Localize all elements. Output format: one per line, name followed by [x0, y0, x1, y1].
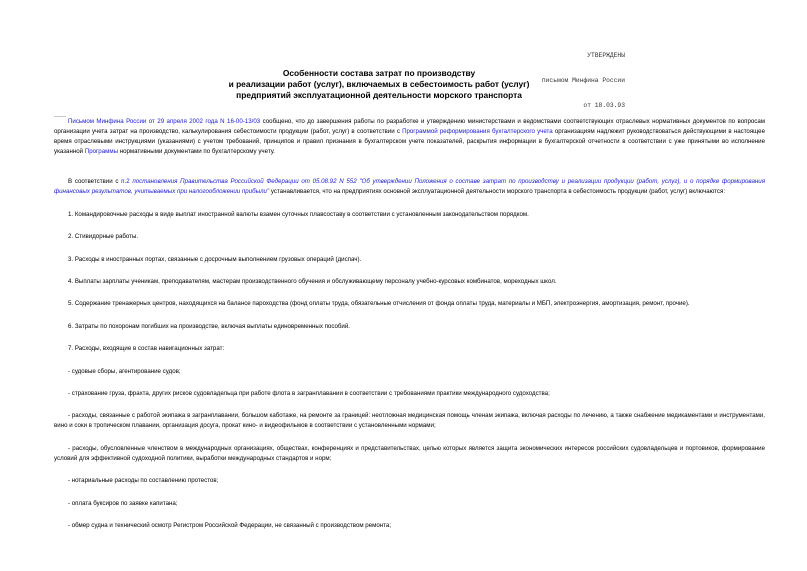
list-item: - судовые сборы, агентирование судов; [68, 367, 181, 375]
document-body [54, 116, 765, 531]
title-line-1: Особенности состава затрат по производству [282, 68, 476, 78]
basis-text-3: устанавливается, что на предприятиях основной эксплуатационной деятельности морского транспорта в себестоимость продукции (работ, услуг) включаются: [269, 188, 726, 196]
list-item: 7. Расходы, входящие в состав навигационных затрат: [68, 345, 225, 353]
intro-text-1: сообщено, что до завершения работы по разработке и утверждению министерствами и ведомствами соответствующих отраслевых нормативных документов по вопросам организации учета затрат на производство, калькулирования себестоимости продукции (работ, услуг) в соответствии с [54, 118, 765, 136]
intro-text-2: организациям надлежит руководствоваться действующими в настоящее время отраслевыми инструкциями (указаниями) с учетом требований, принципов и правил признания в бухгалтерском учете показателей, раскрытия информации в бухгалтерской отчетности в соответствии с уже принятыми во исполнение указанной [54, 128, 765, 156]
list-item: 4. Выплаты зарплаты ученикам, преподавателям, мастерам производственного обучения и обслуживающему персоналу учебно-курсовых комбинатов, мореходных школ. [68, 278, 557, 286]
list-item: 3. Расходы в иностранных портах, связанные с досрочным выполнением грузовых операций (диспач). [68, 255, 362, 263]
link-program[interactable]: Программы [84, 148, 118, 156]
list-item: 1. Командировочные расходы в виде выплат иностранной валюты взамен суточных плавсоставу в соответствии с установленным законодательством порядком. [68, 210, 529, 218]
title-line-3: предприятий эксплуатационной деятельности морского транспорта [236, 90, 522, 100]
list-item: - обмер судна и технический осмотр Регистром Российской Федерации, не связанный с производством ремонта; [68, 522, 392, 530]
list-item: 2. Стивидорные работы. [68, 233, 139, 241]
basis-paragraph [54, 177, 765, 197]
list-item: 6. Затраты по похоронам погибших на производстве, включая выплаты единовременных пособий. [68, 322, 350, 330]
approval-line-3: от 18.03.93 [583, 101, 625, 109]
link-reform-program[interactable]: Программой реформирования бухгалтерского учета [402, 128, 553, 136]
approval-line-1: УТВЕРЖДЕНЫ [587, 52, 625, 60]
intro-note [54, 117, 765, 157]
intro-text-3: нормативными документами по бухгалтерскому учету. [117, 148, 275, 156]
list-item: - нотариальные расходы по составлению протестов; [68, 477, 219, 485]
title-line-2: и реализации работ (услуг), включаемых в себестоимость работ (услуг) [228, 79, 530, 89]
link-point-2[interactable]: п.2 [121, 178, 130, 186]
list-item: - расходы, обусловленные членством в международных организациях, обществах, конференциях и представительствах, целью которых является защита экономических интересов российских судовладельцев и портовиков, формирование условий для эффективной судоходной политики, выработки международных стандартов и норм; [54, 444, 765, 462]
list-item: - страхование груза, фрахта, других рисков судовладельца при работе флота в загранплавании в соответствии с требованиями практики международного судоходства; [68, 389, 550, 397]
list-item: - расходы, связанные с работой экипажа в загранплавании, большом каботаже, на ремонте за границей: неотложная медицинская помощь членам экипажа, включая расходы по лечению, а также снабжение медикаментами и инструментами, вино и соки в тропическом плавании, организация досуга, прокат кино- и видеофильмов в соответствии с установленными нормами; [54, 412, 765, 430]
basis-text-1: В соответствии с [68, 178, 122, 186]
document-title [150, 68, 608, 101]
link-government-decree[interactable]: постановления Правительства Российской Федерации от 05.08.92 N 552 "Об утверждении Положения о составе затрат по производству и реализации продукции (работ, услуг), и о порядке формирования финансовых результатов, учитываемых при налогообложении прибыли" [54, 178, 765, 196]
list-item: - оплата буксиров по заявке капитана; [68, 499, 178, 507]
approval-line-2: письмом Минфина России [541, 77, 625, 85]
link-minfin-letter[interactable]: Письмом Минфина России от 29 апреля 2002 года N 16-00-13/03 [68, 118, 261, 125]
list-item: 5. Содержание тренажерных центров, находящихся на балансе пароходства (фонд оплаты труда, обязательные отчисления от фонда оплаты труда, материалы и МБП, электроэнергия, амортизация, ремонт, прочие). [68, 300, 690, 308]
